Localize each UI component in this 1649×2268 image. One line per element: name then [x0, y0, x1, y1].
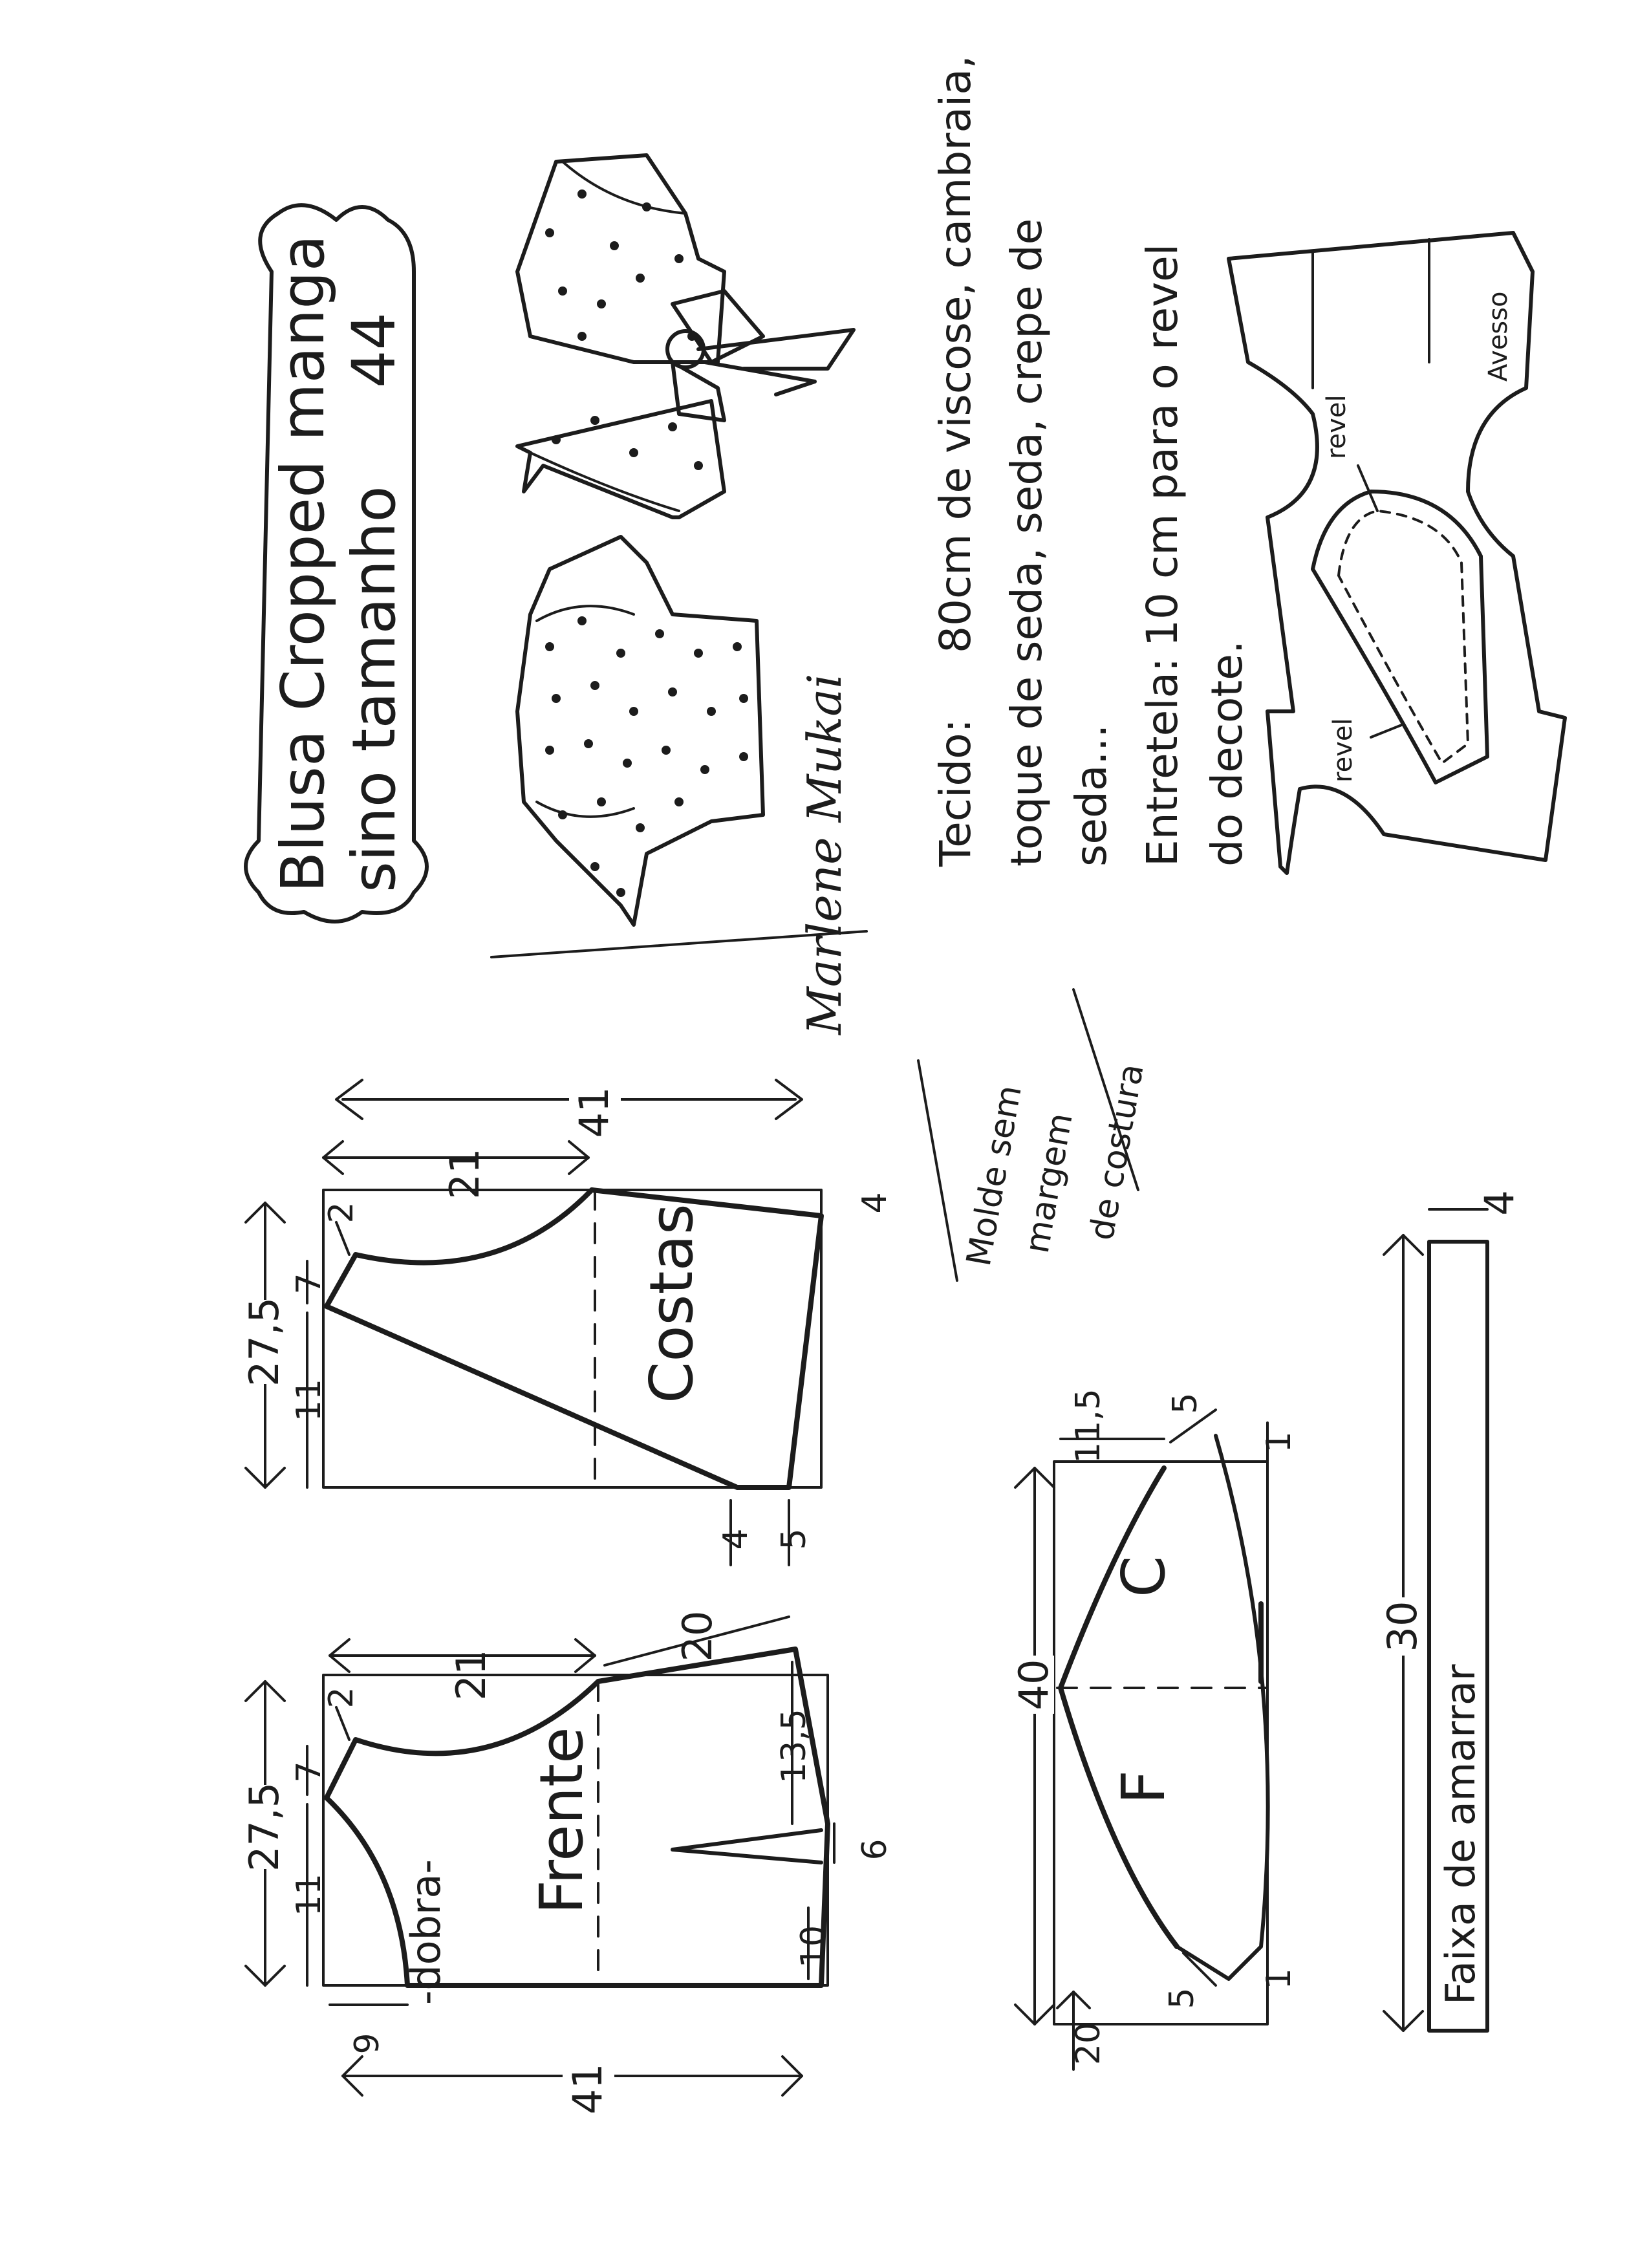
- front-fold-label: -dobra-: [402, 1859, 449, 2005]
- title-size: 44: [339, 312, 409, 388]
- sleeve-20-label: 20: [1069, 2022, 1108, 2066]
- back-5-label: 5: [775, 1528, 814, 1550]
- title-line2: sino tamanho: [339, 486, 409, 892]
- no-seam-line2: margem: [1017, 1110, 1081, 1257]
- sleeve-width-label: 40: [1010, 1659, 1057, 1711]
- sleeve-1bottom-label: 1: [1260, 1968, 1299, 1990]
- sleeve-label-front: F: [1109, 1770, 1178, 1804]
- fabric-line2: toque de seda, seda, crepe de: [1002, 218, 1051, 867]
- sleeve-1top-label: 1: [1260, 1431, 1299, 1453]
- front-piece-name: Frente: [527, 1727, 596, 1914]
- back-width-label: 41: [570, 1086, 618, 1138]
- front-height-label: 27,5: [241, 1782, 288, 1872]
- no-seam-line1: Molde sem: [959, 1082, 1029, 1269]
- back-height-label: 27,5: [241, 1297, 288, 1387]
- sleeve-cap-label: 11,5: [1069, 1388, 1108, 1463]
- front-width-label: 41: [564, 2063, 611, 2115]
- revel-top-label: revel: [1322, 394, 1352, 459]
- front-13-5-label: 13,5: [775, 1709, 814, 1784]
- no-seam-line3: de costura: [1082, 1061, 1152, 1244]
- interfacing-line1: 10 cm para o revel: [1137, 243, 1187, 647]
- sleeve-5top-label: 5: [1166, 1392, 1205, 1414]
- back-7-label: 7: [290, 1273, 329, 1295]
- front-neck-label: 21: [447, 1649, 495, 1701]
- fabric-label: Tecido:: [931, 718, 980, 867]
- back-11-label: 11: [290, 1378, 329, 1422]
- tie-band-name: Faixa de amarrar: [1437, 1664, 1484, 2005]
- title-block: [246, 205, 427, 922]
- revel-bottom-label: revel: [1328, 718, 1358, 783]
- back-2-label: 2: [322, 1202, 361, 1224]
- title-line1: Blusa Cropped manga: [268, 235, 338, 892]
- front-9-label: 9: [348, 2033, 387, 2055]
- tie-band-width-label: 4: [1476, 1190, 1523, 1216]
- front-6-label: 6: [856, 1839, 894, 1861]
- front-10-label: 10: [794, 1925, 833, 1969]
- front-7-label: 7: [290, 1761, 329, 1783]
- sleeve-5bottom-label: 5: [1163, 1987, 1202, 2009]
- interfacing-line2: do decote.: [1202, 640, 1252, 867]
- back-4top-label: 4: [856, 1192, 894, 1214]
- front-2-label: 2: [322, 1687, 361, 1709]
- tie-band-length-label: 30: [1379, 1601, 1426, 1652]
- front-11-label: 11: [290, 1873, 329, 1917]
- interfacing-label: Entretela:: [1137, 657, 1187, 867]
- fabric-line1: 80cm de viscose, cambraia,: [931, 55, 980, 653]
- sleeve-label-back: C: [1109, 1555, 1178, 1597]
- front-shoulder-label: 20: [674, 1610, 721, 1662]
- back-4bottom-label: 4: [717, 1528, 755, 1550]
- avesso-label: Avesso: [1483, 291, 1513, 382]
- back-neck-label: 21: [441, 1148, 488, 1200]
- fabric-line3: seda...: [1066, 724, 1116, 867]
- signature: Marlene Mukai: [797, 673, 852, 1035]
- back-piece-name: Costas: [637, 1204, 706, 1403]
